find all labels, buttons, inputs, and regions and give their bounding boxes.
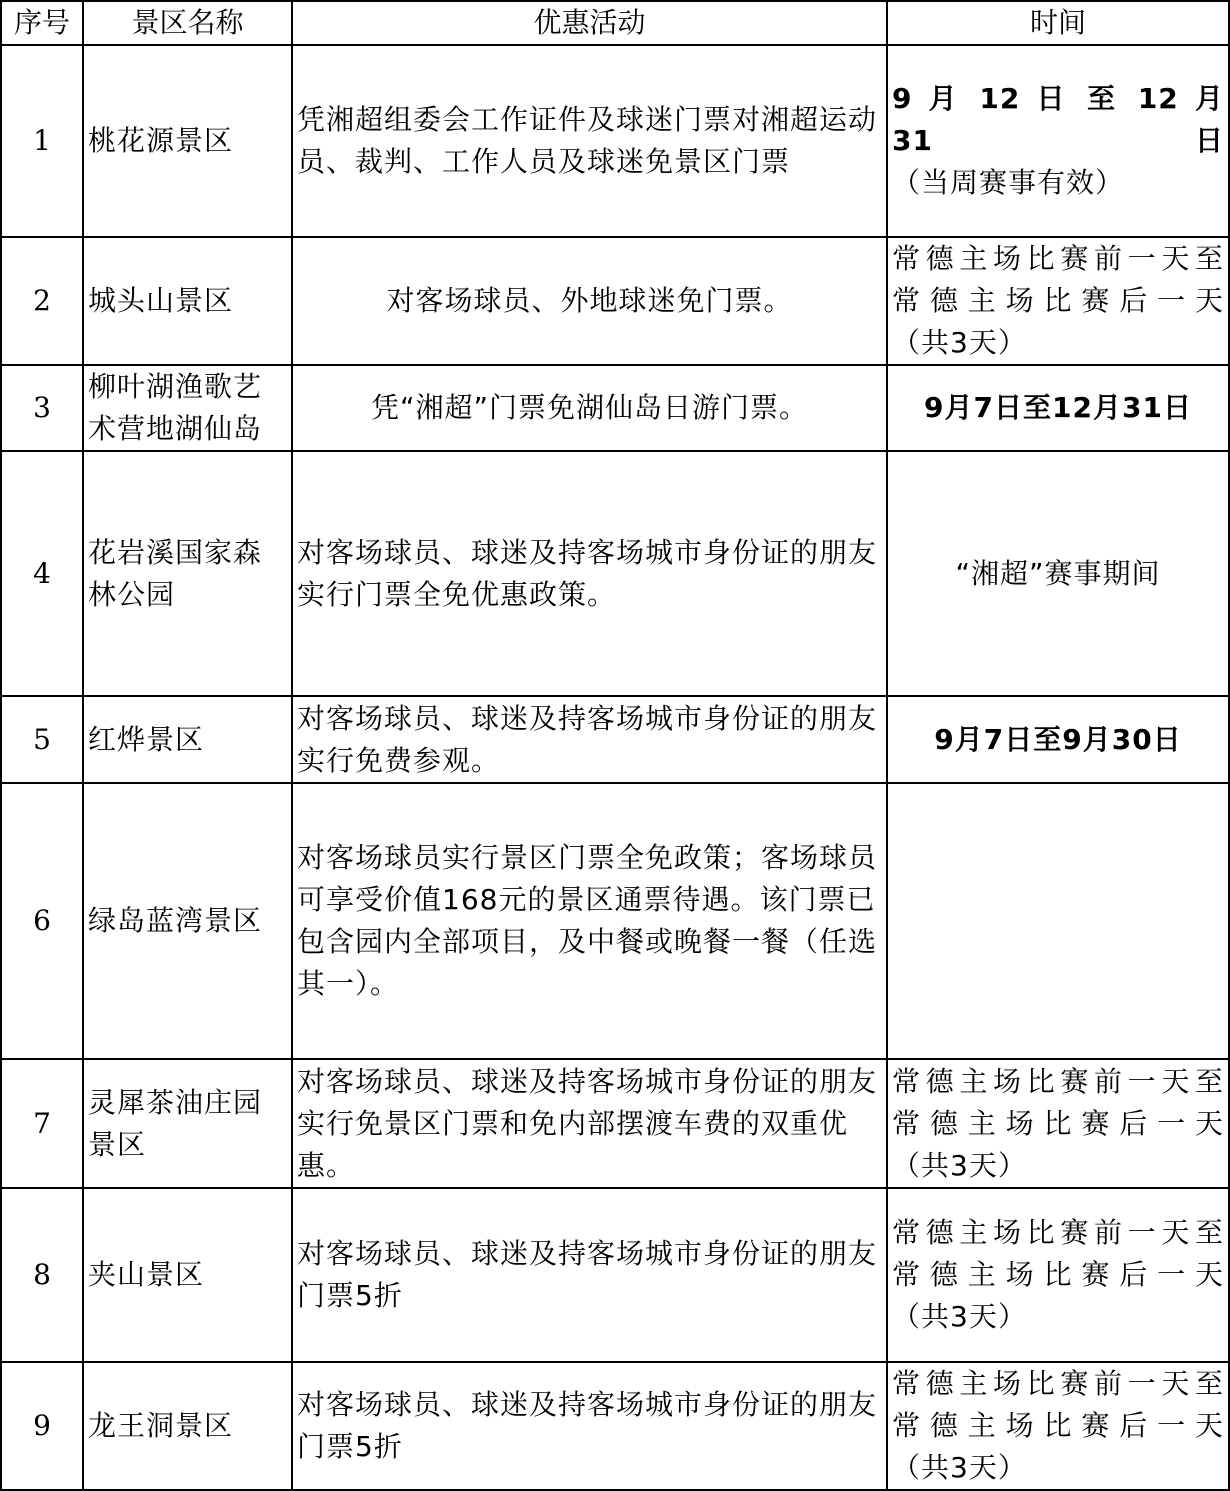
promotion-text: 凭“湘超”门票免湖仙岛日游门票。 [292, 365, 887, 451]
scenic-name: 龙王洞景区 [83, 1362, 292, 1490]
header-time: 时间 [887, 1, 1229, 45]
scenic-name: 桃花源景区 [83, 45, 292, 237]
row-index: 9 [1, 1362, 83, 1490]
promotion-text: 对客场球员、球迷及持客场城市身份证的朋友实行免景区门票和免内部摆渡车费的双重优惠。 [292, 1059, 887, 1188]
time-line: （共3天） [892, 1148, 1027, 1182]
row-index: 6 [1, 783, 83, 1059]
scenic-name: 灵犀茶油庄园景区 [83, 1059, 292, 1188]
time-line: 常德主场比赛前一天至 [892, 1367, 1224, 1400]
time-cell [887, 237, 1229, 365]
time-cell [887, 1059, 1229, 1188]
time-cell [887, 1188, 1229, 1362]
row-index: 7 [1, 1059, 83, 1188]
header-promotion: 优惠活动 [292, 1, 887, 45]
promotion-text: 对客场球员、外地球迷免门票。 [292, 237, 887, 365]
scenic-name: 花岩溪国家森林公园 [83, 451, 292, 696]
time-cell [887, 696, 1229, 783]
promotion-text: 对客场球员、球迷及持客场城市身份证的朋友门票5折 [292, 1188, 887, 1362]
row-index: 1 [1, 45, 83, 237]
row-index: 2 [1, 237, 83, 365]
promotion-text: 凭湘超组委会工作证件及球迷门票对湘超运动员、裁判、工作人员及球迷免景区门票 [292, 45, 887, 237]
table-row [1, 237, 1229, 365]
table-row [1, 451, 1229, 696]
promotion-text: 对客场球员实行景区门票全免政策；客场球员可享受价值168元的景区通票待遇。该门票已包含园内全部项目，及中餐或晚餐一餐（任选其一）。 [292, 783, 887, 1059]
time-text: 9月7日至12月31日 [924, 391, 1192, 424]
time-note: （当周赛事有效） [892, 166, 1125, 199]
row-index: 5 [1, 696, 83, 783]
promotion-text: 对客场球员、球迷及持客场城市身份证的朋友实行门票全免优惠政策。 [292, 451, 887, 696]
scenic-name: 绿岛蓝湾景区 [83, 783, 292, 1059]
time-line: 常德主场比赛后一天 [892, 1106, 1224, 1140]
time-main: 9 月 12 日 至 12 月 31 日 [892, 82, 1224, 157]
table-row [1, 365, 1229, 451]
time-cell [887, 1362, 1229, 1490]
table-row [1, 1362, 1229, 1490]
time-cell: “湘超”赛事期间 [887, 451, 1229, 696]
time-line: 常德主场比赛后一天 [892, 1258, 1224, 1291]
time-line: 常德主场比赛后一天 [892, 1409, 1224, 1442]
time-line: （共3天） [892, 326, 1027, 359]
time-cell [887, 783, 1229, 1059]
promotion-text: 对客场球员、球迷及持客场城市身份证的朋友门票5折 [292, 1362, 887, 1490]
row-index: 4 [1, 451, 83, 696]
table-row [1, 783, 1229, 1059]
header-row [1, 1, 1229, 45]
table-row [1, 696, 1229, 783]
time-line: （共3天） [892, 1451, 1027, 1484]
header-scenic-name: 景区名称 [83, 1, 292, 45]
time-line: 常德主场比赛前一天至 [892, 1064, 1224, 1098]
header-index: 序号 [1, 1, 83, 45]
row-index: 8 [1, 1188, 83, 1362]
scenic-name: 柳叶湖渔歌艺术营地湖仙岛 [83, 365, 292, 451]
time-line: 常德主场比赛后一天 [892, 284, 1224, 317]
time-line: 常德主场比赛前一天至 [892, 242, 1224, 275]
scenic-name: 城头山景区 [83, 237, 292, 365]
time-line: 常德主场比赛前一天至 [892, 1216, 1224, 1249]
time-cell [887, 365, 1229, 451]
time-line: （共3天） [892, 1300, 1027, 1333]
table-row [1, 45, 1229, 237]
row-index: 3 [1, 365, 83, 451]
scenic-name: 红烨景区 [83, 696, 292, 783]
time-cell [887, 45, 1229, 237]
promotion-text: 对客场球员、球迷及持客场城市身份证的朋友实行免费参观。 [292, 696, 887, 783]
scenic-name: 夹山景区 [83, 1188, 292, 1362]
table-row [1, 1059, 1229, 1188]
table-row [1, 1188, 1229, 1362]
time-text: 9月7日至9月30日 [934, 722, 1182, 756]
